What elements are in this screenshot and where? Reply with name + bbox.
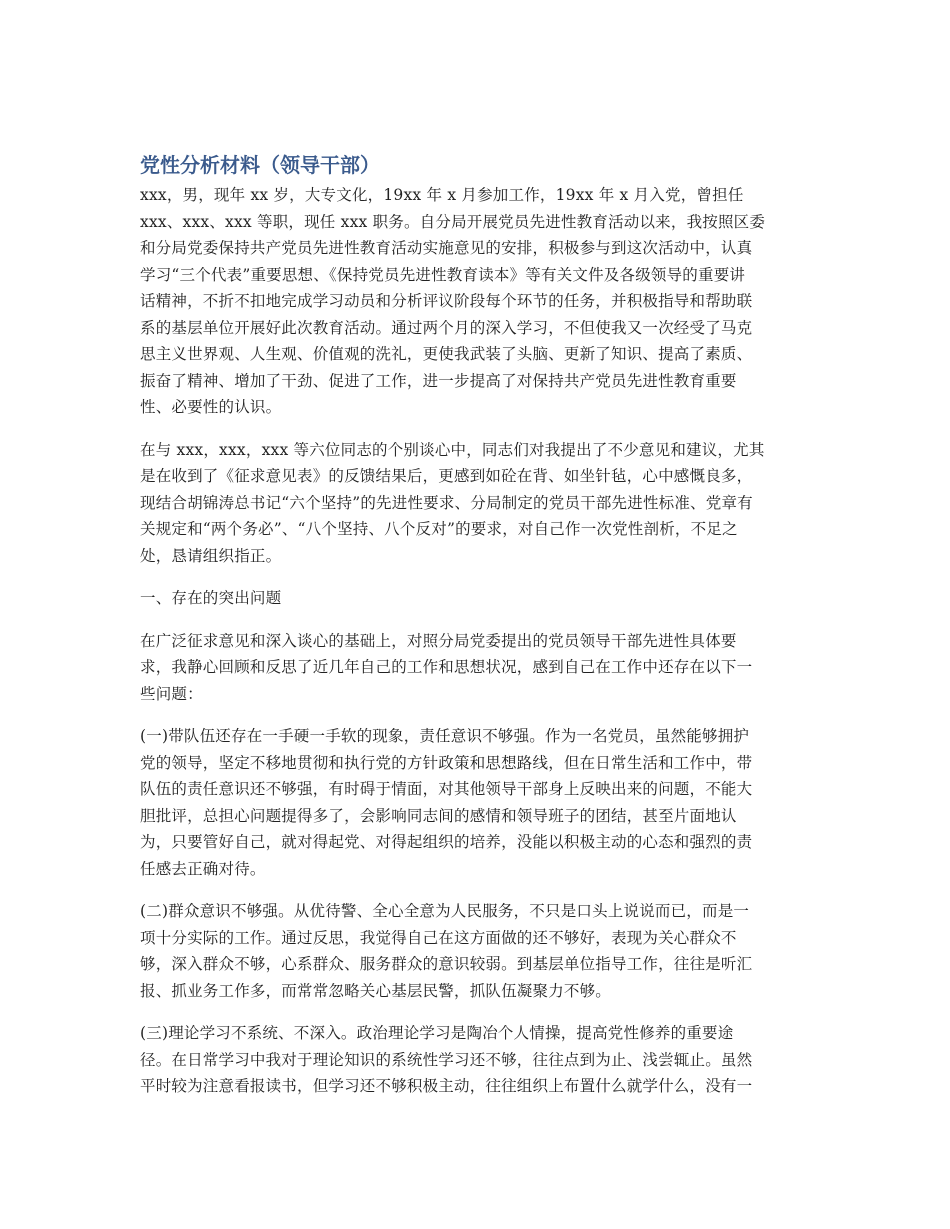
text-line: xxx、xxx、xxx 等职，现任 xxx 职务。自分局开展党员先进性教育活动以来，我按照区委 xyxy=(140,212,766,231)
paragraph-problem-3 xyxy=(140,1020,810,1100)
text-line: 系的基层单位开展好此次教育活动。通过两个月的深入学习，不但使我又一次经受了马克 xyxy=(140,318,753,337)
text-line: 求，我静心回顾和反思了近几年自己的工作和思想状况，感到自己在工作中还存在以下一 xyxy=(140,658,753,676)
text-line: (一)带队伍还存在一手硬一手软的现象，责任意识不够强。作为一名党员，虽然能够拥护 xyxy=(140,727,750,745)
text-line: 队伍的责任意识还不够强，有时碍于情面，对其他领导干部身上反映出来的问题，不能大 xyxy=(140,780,753,798)
text-line: 党的领导，坚定不移地贯彻和执行党的方针政策和思想路线，但在日常生活和工作中，带 xyxy=(140,753,753,772)
text-line: 为，只要管好自己，就对得起党、对得起组织的培养，没能以积极主动的心态和强烈的责 xyxy=(140,833,753,851)
text-line: 平时较为注意看报读书，但学习还不够积极主动，往往组织上布置什么就学什么，没有一 xyxy=(140,1077,753,1095)
text-line: 一、存在的突出问题 xyxy=(140,589,282,607)
text-line: (三)理论学习不系统、不深入。政治理论学习是陶冶个人情操，提高党性修养的重要途 xyxy=(140,1024,734,1042)
document-page xyxy=(140,150,810,1116)
text-line: 报、抓业务工作多，而常常忽略关心基层民警，抓队伍凝聚力不够。 xyxy=(140,981,612,1000)
text-line: 些问题： xyxy=(140,684,203,703)
text-line: 在广泛征求意见和深入谈心的基础上，对照分局党委提出的党员领导干部先进性具体要 xyxy=(140,631,737,650)
paragraph-problem-1 xyxy=(140,723,810,882)
document-title: 党性分析材料（领导干部） xyxy=(140,153,380,177)
text-line: 关规定和“两个务必”、“八个坚持、八个反对”的要求，对自己作一次党性剖析，不足之 xyxy=(140,520,738,538)
text-line: 在与 xxx，xxx，xxx 等六位同志的个别谈心中，同志们对我提出了不少意见和建议，尤其 xyxy=(140,440,765,459)
document-body xyxy=(140,182,810,1100)
text-line: 和分局党委保持共产党员先进性教育活动实施意见的安排，积极参与到这次活动中，认真 xyxy=(140,239,753,257)
text-line: 振奋了精神、增加了干劲、促进了工作，进一步提高了对保持共产党员先进性教育重要 xyxy=(140,371,737,390)
text-line: 学习“三个代表”重要思想、《保持党员先进性教育读本》等有关文件及各级领导的重要讲 xyxy=(140,265,746,284)
text-line: xxx，男，现年 xx 岁，大专文化，19xx 年 x 月参加工作，19xx 年 x 月入党，曾担任 xyxy=(140,186,744,204)
text-line: 现结合胡锦涛总书记“六个坚持”的先进性要求、分局制定的党员干部先进性标准、党章有 xyxy=(140,493,753,512)
text-line: 思主义世界观、人生观、价值观的洗礼，更使我武装了头脑、更新了知识、提高了素质、 xyxy=(140,345,753,363)
paragraph-problem-2 xyxy=(140,898,810,1004)
text-line: 胆批评，总担心问题提得多了，会影响同志间的感情和领导班子的团结，甚至片面地认 xyxy=(140,806,737,825)
text-line: 够，深入群众不够，心系群众、服务群众的意识较弱。到基层单位指导工作，往往是听汇 xyxy=(140,955,753,973)
text-line: (二)群众意识不够强。从优待警、全心全意为人民服务，不只是口头上说说而已，而是一 xyxy=(140,902,750,920)
text-line: 径。在日常学习中我对于理论知识的系统性学习还不够，往往点到为止、浅尝辄止。虽然 xyxy=(140,1050,753,1069)
paragraph-section-1 xyxy=(140,585,810,612)
paragraph-section-1-intro xyxy=(140,628,810,708)
text-line: 项十分实际的工作。通过反思，我觉得自己在这方面做的还不够好，表现为关心群众不 xyxy=(140,928,737,947)
paragraph-talks xyxy=(140,437,810,570)
text-line: 性、必要性的认识。 xyxy=(140,398,282,416)
text-line: 任感去正确对待。 xyxy=(140,859,266,878)
text-line: 话精神，不折不扣地完成学习动员和分析评议阶段每个环节的任务，并积极指导和帮助联 xyxy=(140,292,753,310)
paragraph-intro xyxy=(140,182,810,421)
text-line: 是在收到了《征求意见表》的反馈结果后，更感到如砼在背、如坐针毡，心中感慨良多， xyxy=(140,467,753,485)
text-line: 处，恳请组织指正。 xyxy=(140,546,282,565)
